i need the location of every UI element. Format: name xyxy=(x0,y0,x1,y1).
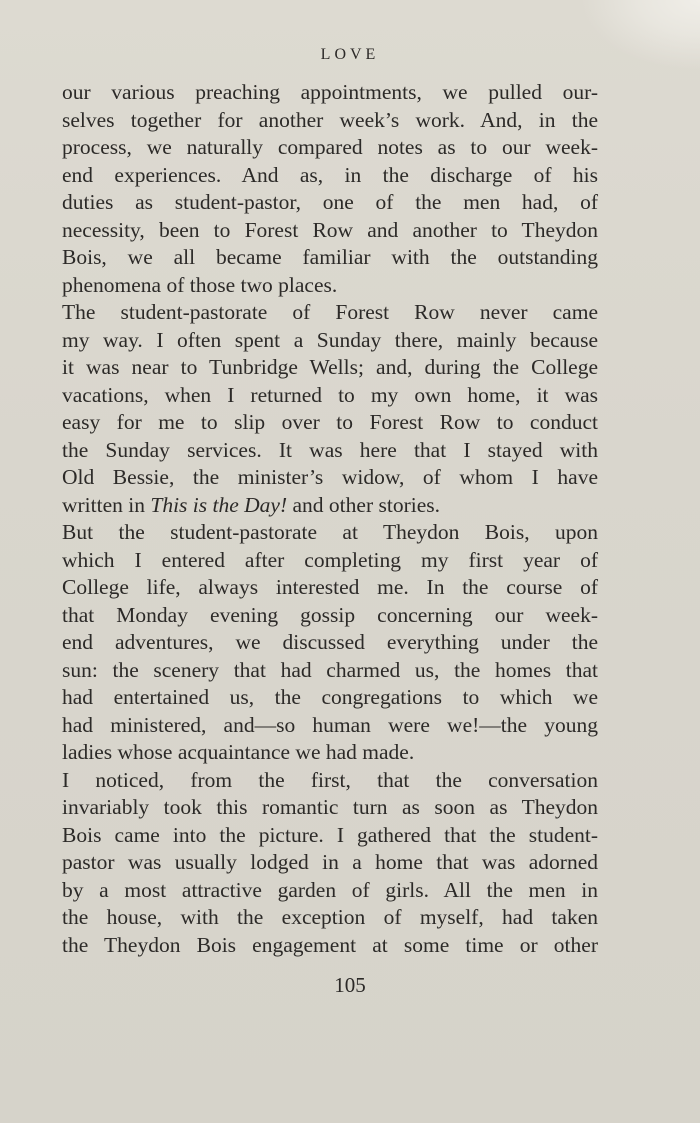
text-line: But the student-pastorate at Theydon Bois, upon xyxy=(62,520,598,544)
text-line: The student-pastorate of Forest Row never came xyxy=(62,300,598,324)
text-line: necessity, been to Forest Row and another to Theydon xyxy=(62,217,598,242)
text-line: end experiences. And as, in the discharge of his xyxy=(62,162,598,187)
text-line: which I entered after completing my first year of xyxy=(62,547,598,572)
text-line: Old Bessie, the minister’s widow, of whom I have xyxy=(62,465,598,489)
text-line: pastor was usually lodged in a home that was adorned xyxy=(62,850,598,874)
text-line: had entertained us, the congregations to which we xyxy=(62,685,598,709)
text-line: by a most attractive garden of girls. All the men in xyxy=(62,877,598,902)
body-text xyxy=(62,79,598,959)
text-line: the Sunday services. It was here that I stayed with xyxy=(62,437,598,462)
text-line: Bois came into the picture. I gathered that the student- xyxy=(62,822,598,847)
text-line: end adventures, we discussed everything under the xyxy=(62,630,598,654)
text-line: had ministered, and—so human were we!—the young xyxy=(62,712,598,737)
text-line: I noticed, from the first, that the conversation xyxy=(62,767,598,792)
text-line: Bois, we all became familiar with the outstanding xyxy=(62,245,598,269)
text-line: process, we naturally compared notes as to our week- xyxy=(62,135,598,159)
text-line: selves together for another week’s work. And, in the xyxy=(62,107,598,132)
text-line: our various preaching appointments, we pulled our- xyxy=(62,80,598,104)
running-head: LOVE xyxy=(320,46,380,63)
text-line: easy for me to slip over to Forest Row to conduct xyxy=(62,410,598,434)
text-segment: written in xyxy=(62,492,151,517)
text-line: invariably took this romantic turn as soon as Theydon xyxy=(62,795,598,819)
text-line: ladies whose acquaintance we had made. xyxy=(62,740,415,764)
text-line: phenomena of those two places. xyxy=(62,272,338,297)
text-line: the house, with the exception of myself, had taken xyxy=(62,905,598,929)
text-line: it was near to Tunbridge Wells; and, during the College xyxy=(62,355,598,379)
text-line: that Monday evening gossip concerning our week- xyxy=(62,602,598,627)
text-line: College life, always interested me. In the course of xyxy=(62,575,598,599)
book-title: This is the Day! xyxy=(150,492,288,517)
text-line: my way. I often spent a Sunday there, mainly because xyxy=(62,327,598,352)
text-segment: and other stories. xyxy=(287,492,440,517)
page-number: 105 xyxy=(334,973,366,997)
text-line: the Theydon Bois engagement at some time or other xyxy=(62,932,598,957)
text-line: sun: the scenery that had charmed us, the homes that xyxy=(62,657,598,682)
text-line: vacations, when I returned to my own home, it was xyxy=(62,382,598,407)
text-line xyxy=(62,492,598,520)
text-line: duties as student-pastor, one of the men had, of xyxy=(62,190,598,214)
